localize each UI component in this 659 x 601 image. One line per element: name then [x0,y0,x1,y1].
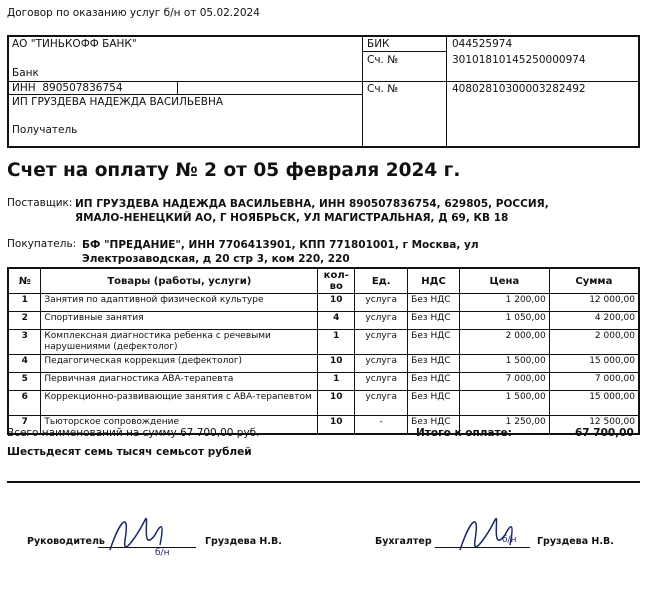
table-cell: 3 [8,330,41,355]
director-name: Груздева Н.В. [205,536,282,547]
table-cell: - [355,416,408,434]
director-label: Руководитель [27,536,105,547]
table-cell: услуга [355,355,408,373]
table-cell: 1 [8,294,41,312]
contract-reference: Договор по оказанию услуг б/н от 05.02.2024 [7,7,260,19]
table-cell: 1 050,00 [460,312,550,330]
bank-details-table [7,35,640,148]
table-cell: Первичная диагностика АВА-терапевта [41,373,318,391]
bik-label: БИК [367,38,390,50]
table-cell: Педагогическая коррекция (дефектолог) [41,355,318,373]
column-header: Товары (работы, услуги) [41,268,318,294]
column-header: кол-во [318,268,355,294]
svg-text:б/н: б/н [502,535,517,545]
table-cell: 10 [318,355,355,373]
recipient-name: ИП ГРУЗДЕВА НАДЕЖДА ВАСИЛЬЕВНА [12,96,224,108]
corr-account-value: 30101810145250000974 [452,54,586,66]
total-value: 67 700,00 [575,427,634,439]
table-cell: 4 [8,355,41,373]
table-cell: 1 [318,330,355,355]
accountant-signature [450,500,530,570]
total-in-words: Шестьдесят семь тысяч семьсот рублей [7,446,252,458]
account-label: Сч. № [367,83,399,95]
supplier-line1: ИП ГРУЗДЕВА НАДЕЖДА ВАСИЛЬЕВНА, ИНН 890507836754, 629805, РОССИЯ, [75,198,549,210]
recipient-label: Получатель [12,124,78,136]
table-cell: Занятия по адаптивной физической культуре [41,294,318,312]
column-header: № [8,268,41,294]
table-cell: 4 [318,312,355,330]
column-header: Ед. [355,268,408,294]
table-cell: 12 000,00 [549,294,639,312]
table-cell: 7 [8,416,41,434]
table-row [8,355,639,373]
table-cell: услуга [355,391,408,416]
table-cell: 2 000,00 [549,330,639,355]
table-cell: 5 [8,373,41,391]
table-cell: 2 000,00 [460,330,550,355]
svg-text:б/н: б/н [155,548,170,558]
table-cell: 1 500,00 [460,355,550,373]
table-row [8,330,639,355]
table-cell: Без НДС [408,355,460,373]
table-cell: 1 [318,373,355,391]
account-value: 40802810300003282492 [452,83,586,95]
table-cell: услуга [355,294,408,312]
table-cell: 4 200,00 [549,312,639,330]
table-row [8,294,639,312]
table-cell: Без НДС [408,416,460,434]
table-cell: Без НДС [408,312,460,330]
table-cell: 10 [318,391,355,416]
table-cell: Без НДС [408,391,460,416]
inn-label: ИНН [12,82,36,94]
table-cell: Спортивные занятия [41,312,318,330]
table-cell: 15 000,00 [549,391,639,416]
bik-value: 044525974 [452,38,513,50]
divider [7,481,640,483]
table-cell: 10 [318,294,355,312]
buyer-label: Покупатель: [7,238,77,250]
table-cell: Комплексная диагностика ребенка с речевыми нарушениями (дефектолог) [41,330,318,355]
table-cell: 7 000,00 [549,373,639,391]
table-cell: 10 [318,416,355,434]
table-cell: услуга [355,330,408,355]
buyer-line2: Электрозаводская, д 20 стр 3, ком 220, 220 [82,253,350,265]
table-cell: Тьюторское сопровождение [41,416,318,434]
supplier-label: Поставщик: [7,197,73,209]
table-cell: 15 000,00 [549,355,639,373]
column-header: НДС [408,268,460,294]
column-header: Цена [460,268,550,294]
director-signature [100,500,180,570]
table-cell: услуга [355,312,408,330]
bank-label: Банк [12,67,39,79]
table-row [8,312,639,330]
table-cell: 2 [8,312,41,330]
table-cell: Без НДС [408,294,460,312]
table-cell: Без НДС [408,373,460,391]
table-row [8,391,639,416]
table-cell: Без НДС [408,330,460,355]
table-cell: Коррекционно-развивающие занятия с АВА-терапевтом [41,391,318,416]
column-header: Сумма [549,268,639,294]
invoice-title: Счет на оплату № 2 от 05 февраля 2024 г. [7,160,461,181]
total-label: Итого к оплате: [416,427,512,439]
bank-name: АО "ТИНЬКОФФ БАНК" [12,38,137,50]
table-cell: 1 250,00 [460,416,550,434]
inn-value: 890507836754 [42,82,123,94]
table-cell: 1 200,00 [460,294,550,312]
supplier-details [75,197,549,225]
table-row [8,373,639,391]
table-cell: 1 500,00 [460,391,550,416]
accountant-name: Груздева Н.В. [537,536,614,547]
table-cell: 7 000,00 [460,373,550,391]
accountant-label: Бухгалтер [375,536,432,547]
table-cell: 12 500,00 [549,416,639,434]
total-summary: Всего наименований на сумму 67 700,00 руб. [7,427,260,439]
table-cell: услуга [355,373,408,391]
corr-account-label: Сч. № [367,54,399,66]
items-table [7,267,640,435]
buyer-details [82,238,479,266]
supplier-line2: ЯМАЛО-НЕНЕЦКИЙ АО, Г НОЯБРЬСК, УЛ МАГИСТРАЛЬНАЯ, Д 69, КВ 18 [75,212,509,224]
table-cell: 6 [8,391,41,416]
buyer-line1: БФ "ПРЕДАНИЕ", ИНН 7706413901, КПП 771801001, г Москва, ул [82,239,479,251]
